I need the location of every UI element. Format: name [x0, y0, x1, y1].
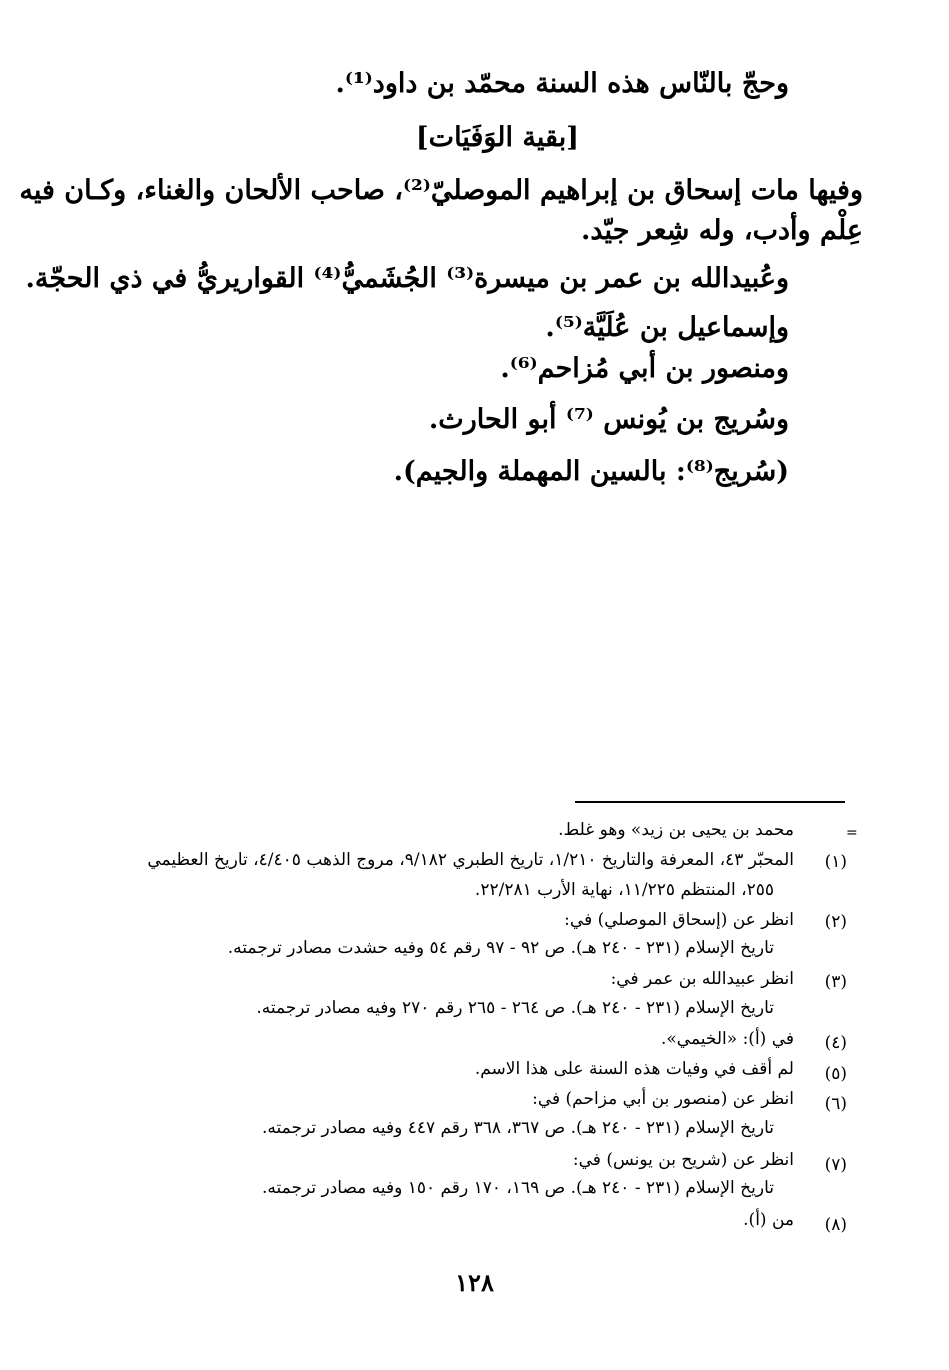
footnote-separator [575, 801, 845, 803]
text-line-suraij-note: (سُريج⁽⁸⁾: بالسين المهملة والجيم). [393, 456, 789, 487]
footnote-1-line-2: ٢٥٥، المنتظم ١١/٢٢٥، نهاية الأرب ٢٢/٢٨١. [474, 880, 774, 900]
footnote-3-line-1: انظر عبيدالله بن عمر في: [610, 969, 794, 989]
footnote-1-number: (١) [824, 852, 847, 872]
footnote-6-line-1: انظر عن (منصور بن أبي مزاحم) في: [532, 1089, 794, 1109]
footnote-continuation: محمد بن يحيى بن زيد» وهو غلط. [558, 820, 794, 840]
text-line-mansur: ومنصور بن أبي مُزاحم⁽⁶⁾. [500, 353, 789, 384]
footnote-8-number: (٨) [824, 1215, 847, 1235]
text-line-ishaq: وفيها مات إسحاق بن إبراهيم الموصليّ⁽²⁾، صاحب الألحان والغناء، وكـان فيه [19, 175, 863, 206]
continuation-marker: = [846, 825, 858, 841]
text-line-ubaidallah: وعُبيدالله بن عمر بن ميسرة⁽³⁾ الجُشَميُّ⁽⁴⁾ القواريريُّ في ذي الحجّة. [25, 263, 789, 294]
footnote-6-line-2: تاريخ الإسلام (٢٣١ - ٢٤٠ هـ). ص ٣٦٧، ٣٦٨ رقم ٤٤٧ وفيه مصادر ترجمته. [261, 1118, 774, 1138]
footnote-4-line-1: في (أ): «الخيمي». [660, 1029, 794, 1049]
text-line-hajj: وحجّ بالنّاس هذه السنة محمّد بن داود⁽¹⁾. [335, 68, 789, 99]
footnote-2-line-1: انظر عن (إسحاق الموصلي) في: [564, 910, 794, 930]
footnote-5-number: (٥) [824, 1064, 847, 1084]
footnote-7-number: (٧) [824, 1155, 847, 1175]
text-line-suraij: وسُريج بن يُونس ⁽⁷⁾ أبو الحارث. [428, 404, 789, 435]
footnote-5-line-1: لم أقف في وفيات هذه السنة على هذا الاسم. [474, 1059, 794, 1079]
footnote-4-number: (٤) [824, 1033, 847, 1053]
text-line-ismail: وإسماعيل بن عُلَيَّة⁽⁵⁾. [545, 312, 789, 343]
page-number: ١٢٨ [455, 1268, 494, 1297]
footnote-2-number: (٢) [824, 912, 847, 932]
footnote-7-line-2: تاريخ الإسلام (٢٣١ - ٢٤٠ هـ). ص ١٦٩، ١٧٠ رقم ١٥٠ وفيه مصادر ترجمته. [261, 1178, 774, 1198]
footnote-6-number: (٦) [824, 1094, 847, 1114]
section-heading: [بقية الوَفَيَات] [415, 122, 579, 153]
footnote-2-line-2: تاريخ الإسلام (٢٣١ - ٢٤٠ هـ). ص ٩٢ - ٩٧ رقم ٥٤ وفيه حشدت مصادر ترجمته. [227, 938, 774, 958]
footnote-3-line-2: تاريخ الإسلام (٢٣١ - ٢٤٠ هـ). ص ٢٦٤ - ٢٦٥ رقم ٢٧٠ وفيه مصادر ترجمته. [256, 998, 774, 1018]
footnote-3-number: (٣) [824, 972, 847, 992]
footnote-7-line-1: انظر عن (شريح بن يونس) في: [572, 1150, 794, 1170]
text-line-ishaq-cont: عِلْم وأدب، وله شِعر جيّد. [580, 215, 863, 246]
footnote-1-line-1: المحبّر ٤٣، المعرفة والتاريخ ١/٢١٠، تاريخ الطبري ٩/١٨٢، مروج الذهب ٤/٤٠٥، تاريخ العظيمي [147, 850, 794, 870]
footnote-8-line-1: من (أ). [743, 1210, 794, 1230]
